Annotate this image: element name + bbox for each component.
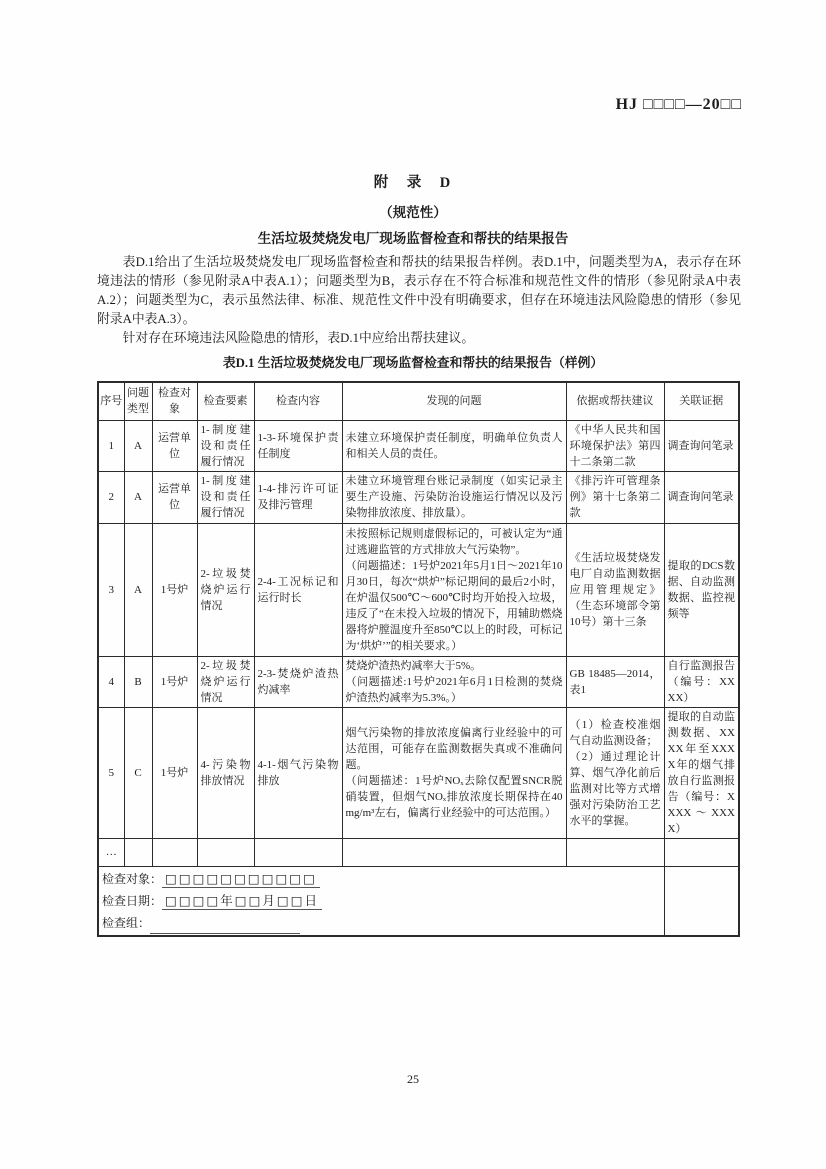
basis-text: （1）检查校准烟气自动监测设备； [569, 718, 661, 747]
appendix-doc-title: 生活垃圾焚烧发电厂现场监督检查和帮扶的结果报告 [257, 231, 569, 246]
header-type: 问题类型 [124, 382, 152, 420]
footer-evidence-empty-cell [664, 866, 739, 936]
problem-text: 烟气污染物的排放浓度偏离行业经验中的可达范围，可能存在监测数据失真或不准确问题。 [345, 726, 563, 771]
cell-content: 2-3-焚烧炉渣热灼减率 [254, 656, 342, 707]
cell-content: 1-3-环境保护责任制度 [254, 420, 342, 471]
cell-problem [342, 707, 566, 838]
cell-basis [566, 838, 664, 866]
problem-note: （问题描述：1号炉NOₓ去除仅配置SNCR脱硝装置，但烟气NOₓ排放浓度长期保持在40 mg/m³左右，偏离行业经验中的可达范围。） [345, 774, 563, 819]
cell-problem [342, 523, 566, 656]
table-header-row [98, 382, 739, 420]
cell-evidence [664, 838, 739, 866]
cell-problem [342, 471, 566, 523]
intro-paragraphs [97, 253, 741, 348]
basis-text: 《中华人民共和国环境保护法》第四十二条第二款 [569, 423, 661, 468]
header-evidence: 关联证据 [664, 382, 739, 420]
cell-basis [566, 707, 664, 838]
inspection-group-blank-line [150, 920, 300, 934]
standard-code: HJ □□□□—20□□ [615, 96, 742, 113]
cell-basis [566, 656, 664, 707]
cell-seq: 3 [98, 523, 124, 656]
cell-seq: 5 [98, 707, 124, 838]
inspection-info-cell [98, 866, 664, 936]
basis-text-2: （2）通过理论计算、烟气净化前后监测对比等方式增强对污染防治工艺水平的掌握。 [569, 750, 661, 827]
basis-text: GB 18485—2014，表1 [569, 667, 661, 696]
cell-target: 1号炉 [152, 656, 197, 707]
cell-basis [566, 420, 664, 471]
inspection-date-line [102, 890, 661, 912]
cell-element: 1-制度建设和责任履行情况 [197, 420, 254, 471]
cell-evidence: 提取的自动监测数据、XXXX年至XXXX年的烟气排放自行监测报告（编号：XXXX～XXXX） [664, 707, 739, 838]
table-row [98, 471, 739, 523]
inspection-target-blanks: □□□□□□□□□□□ [162, 871, 320, 888]
cell-target: 1号炉 [152, 523, 197, 656]
cell-problem [342, 656, 566, 707]
cell-evidence: 提取的DCS数据、自动监测数据、监控视频等 [664, 523, 739, 656]
table-row [98, 707, 739, 838]
inspection-group-label: 检查组： [102, 915, 151, 930]
cell-basis [566, 523, 664, 656]
table-row [98, 523, 739, 656]
inspection-date-blanks: □□□□年□□月□□日 [162, 893, 322, 910]
cell-content: 2-4-工况标记和运行时长 [254, 523, 342, 656]
basis-text: 《排污许可管理条例》第十七条第二款 [569, 475, 661, 519]
cell-target: 1号炉 [152, 707, 197, 838]
cell-element: 4-污染物排放情况 [197, 707, 254, 838]
problem-text: 未建立环境保护责任制度，明确单位负责人和相关人员的责任。 [345, 431, 563, 460]
inspection-date-label: 检查日期： [102, 893, 163, 908]
cell-type: C [124, 707, 152, 838]
inspection-target-label: 检查对象： [102, 871, 163, 886]
cell-element: 2-垃圾焚烧炉运行情况 [197, 523, 254, 656]
cell-seq: … [98, 838, 124, 866]
appendix-heading: 附 录 D [373, 175, 453, 191]
header-problem: 发现的问题 [342, 382, 566, 420]
cell-seq: 4 [98, 656, 124, 707]
cell-target [152, 838, 197, 866]
cell-content [254, 838, 342, 866]
cell-evidence: 自行监测报告（编号：XXXX） [664, 656, 739, 707]
table-caption: 表D.1 生活垃圾焚烧发电厂现场监督检查和帮扶的结果报告（样例） [222, 356, 604, 370]
problem-text: 焚烧炉渣热灼减率大于5%。 [345, 659, 482, 672]
cell-target: 运营单位 [152, 420, 197, 471]
cell-type [124, 838, 152, 866]
basis-text: 《生活垃圾焚烧发电厂自动监测数据应用管理规定》（生态环境部令第10号）第十三条 [569, 551, 661, 628]
cell-target: 运营单位 [152, 471, 197, 523]
header-seq: 序号 [98, 382, 124, 420]
cell-type: A [124, 420, 152, 471]
cell-type: B [124, 656, 152, 707]
cell-content: 1-4-排污许可证及排污管理 [254, 471, 342, 523]
cell-element: 1-制度建设和责任履行情况 [197, 471, 254, 523]
header-element: 检查要素 [197, 382, 254, 420]
header-content: 检查内容 [254, 382, 342, 420]
cell-element: 2-垃圾焚烧炉运行情况 [197, 656, 254, 707]
table-row [98, 656, 739, 707]
cell-problem [342, 838, 566, 866]
intro-paragraph-2: 针对存在环境违法风险隐患的情形，表D.1中应给出帮扶建议。 [122, 331, 475, 345]
page-number: 25 [407, 1072, 419, 1086]
cell-evidence: 调查询问笔录 [664, 420, 739, 471]
table-footer-row [98, 866, 739, 936]
problem-note: （问题描述:1号炉2021年6月1日检测的焚烧炉渣热灼减率为5.3%。） [345, 675, 563, 704]
cell-seq: 1 [98, 420, 124, 471]
table-row-ellipsis [98, 838, 739, 866]
table-row [98, 420, 739, 471]
problem-note: （问题描述：1号炉2021年5月1日～2021年10月30日，每次“烘炉”标记期间的最后2小时，在炉温仅500℃～600℃时均开始投入垃圾，违反了“在未投入垃圾的情况下，用辅助燃烧器将炉膛温度升至850℃以上的时段，可标记为‘烘炉’”的相关要求。） [345, 559, 563, 652]
cell-content: 4-1-烟气污染物排放 [254, 707, 342, 838]
cell-problem [342, 420, 566, 471]
header-target: 检查对象 [152, 382, 197, 420]
cell-seq: 2 [98, 471, 124, 523]
problem-text: 未建立环境管理台账记录制度（如实记录主要生产设施、污染防治设施运行情况以及污染物排放浓度、排放量）。 [345, 475, 563, 519]
cell-basis [566, 471, 664, 523]
result-report-table [97, 381, 740, 937]
cell-evidence: 调查询问笔录 [664, 471, 739, 523]
inspection-group-line [102, 912, 661, 934]
cell-type: A [124, 471, 152, 523]
normative-label: （规范性） [379, 205, 447, 220]
cell-type: A [124, 523, 152, 656]
inspection-target-line [102, 868, 661, 890]
cell-element [197, 838, 254, 866]
intro-paragraph-1: 表D.1给出了生活垃圾焚烧发电厂现场监督检查和帮扶的结果报告样例。表D.1中，问题类型为A，表示存在环境违法的情形（参见附录A中表A.1）；问题类型为B，表示存在不符合标准和规范性文件的情形（参见附录A中表A.2）；问题类型为C，表示虽然法律、标准、规范性文件中没有明确要求，但存在环境违法风险隐患的情形（参见附录A中表A.3）。 [97, 255, 741, 326]
problem-text: 未按照标记规则虚假标记的，可被认定为“通过逃避监管的方式排放大气污染物”。 [345, 527, 563, 556]
header-basis: 依据或帮扶建议 [566, 382, 664, 420]
